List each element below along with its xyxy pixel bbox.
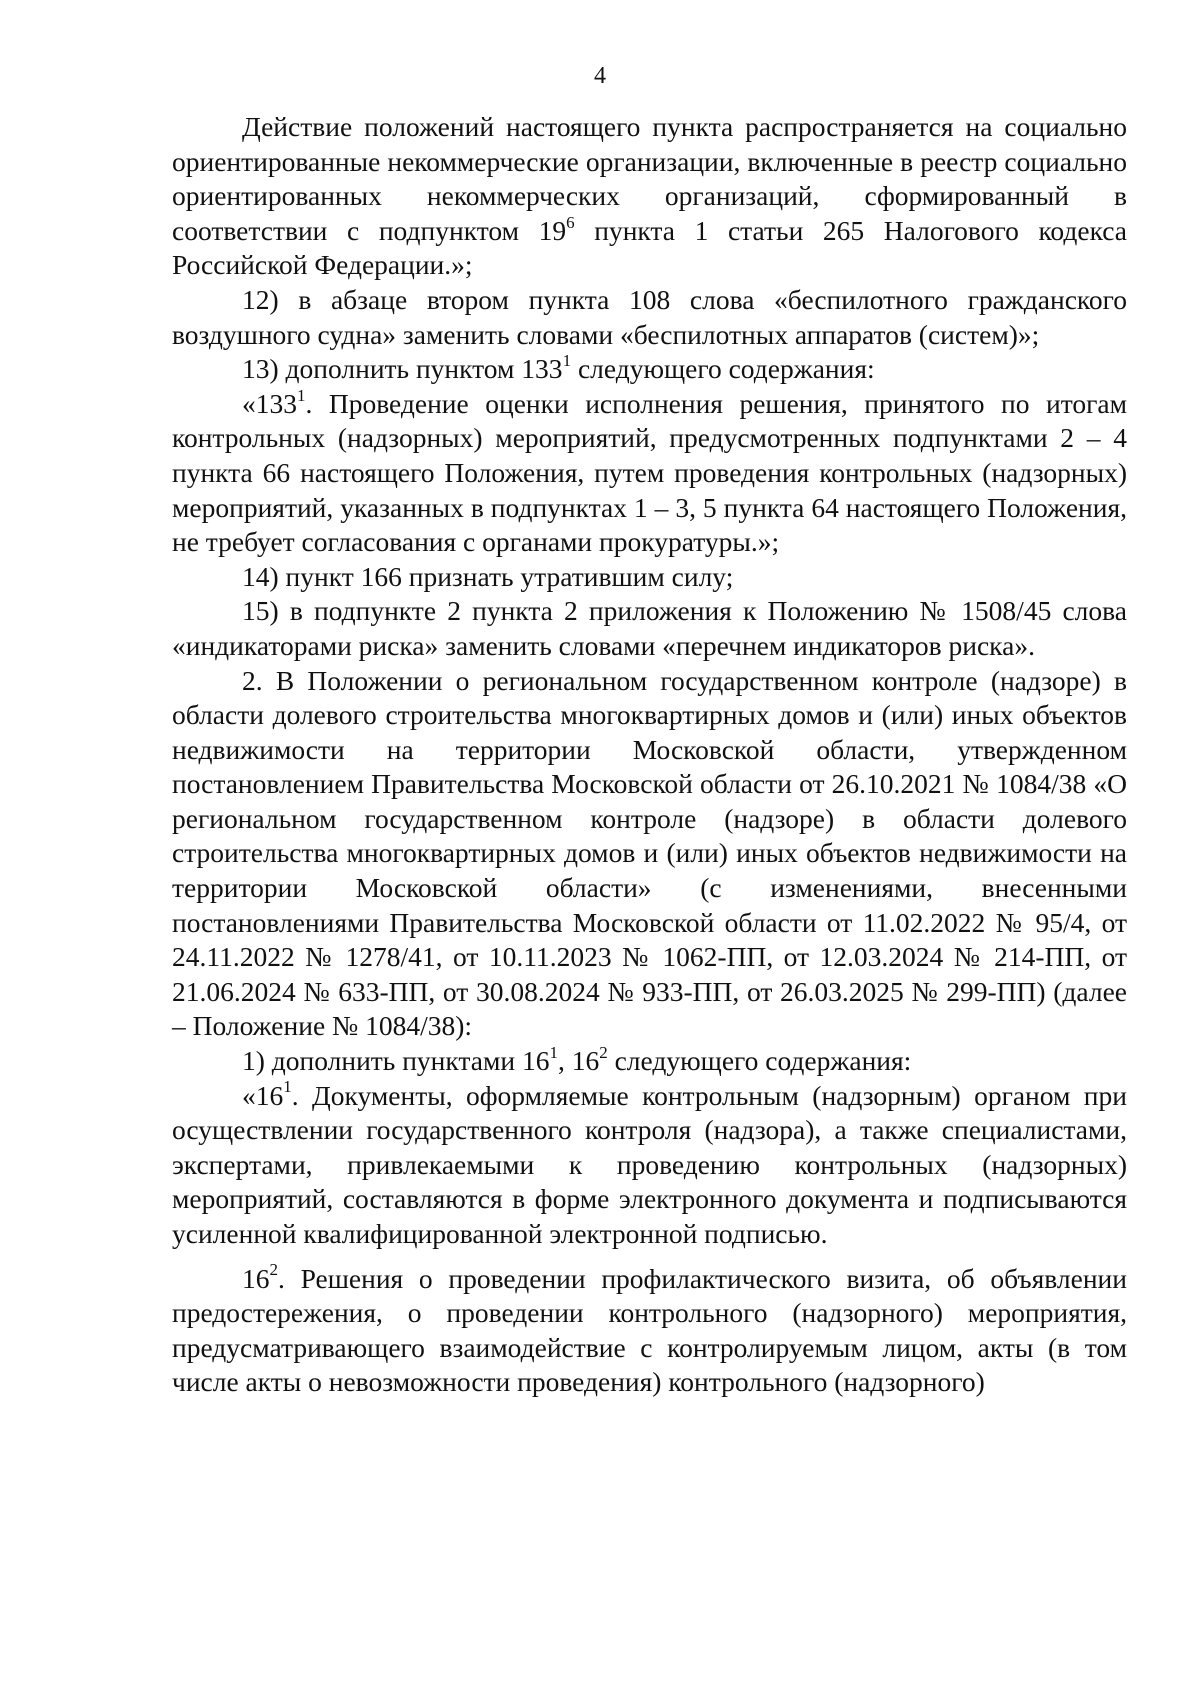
- superscript: 1: [549, 1042, 558, 1062]
- text-run: 2. В Положении о региональном государственном контроле (надзоре) в области долевого строительства многоквартирных домов и (или) иных объектов недвижимости на территории Московской области, утвержденном постановлением Правительства Московской области от 26.10.2021 № 1084/38 «О региональном государственном контроле (надзоре) в области долевого строительства многоквартирных домов и (или) иных объектов недвижимости на территории Московской области» (с изменениями, внесенными постановлениями Правительства Московской области от 11.02.2022 № 95/4, от 24.11.2022 № 1278/41, от 10.11.2023 № 1062-ПП, от 12.03.2024 № 214-ПП, от 21.06.2024 № 633-ПП, от 30.08.2024 № 933-ПП, от 26.03.2025 № 299-ПП) (далее – Положение № 1084/38):: [172, 664, 1127, 1042]
- text-run: Действие положений настоящего пункта распространяется на социально ориентированные некоммерческие организации, включенные в реестр социально ориентированных некоммерческих организаций, сформированный в соответствии с подпунктом 19: [172, 111, 1127, 246]
- text-run: следующего содержания:: [571, 353, 875, 385]
- paragraph-subitem-1: [172, 1044, 1127, 1079]
- text-run: 16: [242, 1262, 270, 1294]
- text-run: «16: [242, 1079, 284, 1111]
- text-run: следующего содержания:: [607, 1045, 912, 1077]
- text-run: 14) пункт 166 признать утратившим силу;: [242, 560, 734, 592]
- paragraph-point-16-2: [172, 1262, 1127, 1400]
- text-run: пункта 1 статьи 265 Налогового кодекса Российской Федерации.»;: [172, 214, 1127, 281]
- paragraph-section-2: [172, 664, 1127, 1045]
- superscript: 1: [283, 1077, 292, 1097]
- paragraph-item-13: [172, 352, 1127, 387]
- page-number: 4: [594, 63, 606, 89]
- superscript: 1: [297, 385, 306, 405]
- text-run: , 16: [557, 1045, 600, 1077]
- text-run: 15) в подпункте 2 пункта 2 приложения к Положению № 1508/45 слова «индикаторами риска» заменить словами «перечнем индикаторов риска».: [172, 595, 1127, 661]
- text-run: 13) дополнить пунктом 133: [242, 353, 563, 385]
- text-run: 12) в абзаце втором пункта 108 слова «беспилотного гражданского воздушного судна» заменить словами «беспилотных аппаратов (систем)»;: [172, 283, 1127, 350]
- superscript: 2: [269, 1260, 278, 1280]
- paragraph-item-12: [172, 283, 1127, 352]
- paragraph-point-16-1: [172, 1079, 1127, 1252]
- text-run: «133: [242, 387, 297, 419]
- document-body: [172, 110, 1127, 1400]
- paragraph-item-14: [172, 560, 1127, 595]
- superscript: 6: [566, 212, 575, 232]
- text-run: 1) дополнить пунктами 16: [242, 1045, 550, 1077]
- text-run: . Решения о проведении профилактического визита, об объявлении предостережения, о проведении контрольного (надзорного) мероприятия, предусматривающего взаимодействие с контролируемым лицом, акты (в том числе акты о невозможности проведения) контрольного (надзорного): [172, 1262, 1127, 1398]
- superscript: 1: [562, 351, 572, 370]
- paragraph-soc-nko-scope: [172, 110, 1127, 283]
- paragraph-point-133-1: [172, 387, 1127, 560]
- text-run: . Проведение оценки исполнения решения, принятого по итогам контрольных (надзорных) мероприятий, предусмотренных подпунктами 2 – 4 пункта 66 настоящего Положения, путем проведения контрольных (надзорных) мероприятий, указанных в подпунктах 1 – 3, 5 пункта 64 настоящего Положения, не требует согласования с органами прокуратуры.»;: [172, 387, 1127, 558]
- superscript: 2: [599, 1042, 608, 1062]
- paragraph-item-15: [172, 594, 1127, 663]
- text-run: . Документы, оформляемые контрольным (надзорным) органом при осуществлении государственного контроля (надзора), а также специалистами, экспертами, привлекаемыми к проведению контрольных (надзорных) мероприятий, составляются в форме электронного документа и подписываются усиленной квалифицированной электронной подписью.: [172, 1079, 1127, 1249]
